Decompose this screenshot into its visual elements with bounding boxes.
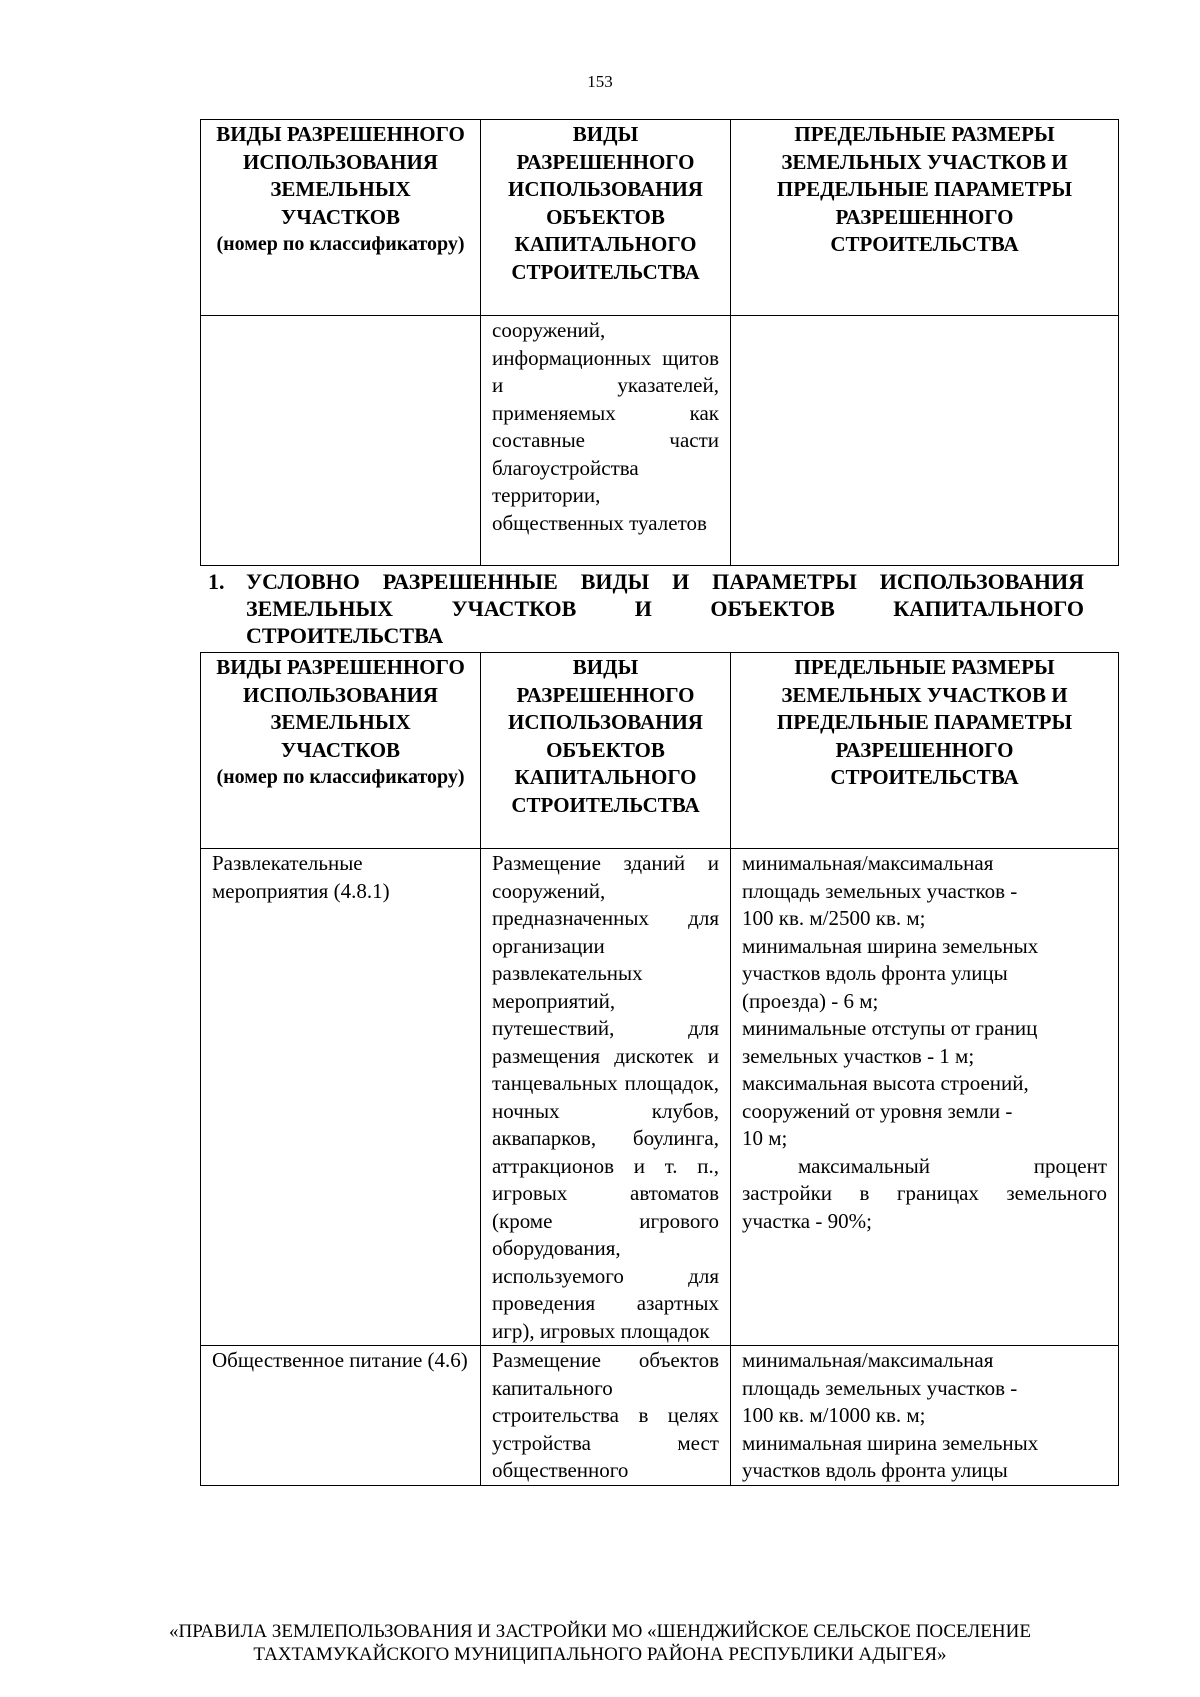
table-row — [201, 316, 1119, 566]
param-line: минимальная ширина земельных — [742, 933, 1039, 958]
header-capital-construction-kinds: ВИДЫ РАЗРЕШЕННОГО ИСПОЛЬЗОВАНИЯ ОБЪЕКТОВ КАПИТАЛЬНОГО СТРОИТЕЛЬСТВА — [481, 653, 731, 849]
cell-parameters — [731, 1346, 1119, 1486]
header-land-use-kinds: ВИДЫ РАЗРЕШЕННОГО ИСПОЛЬЗОВАНИЯ ЗЕМЕЛЬНЫХ УЧАСТКОВ (номер по классификатору) — [201, 120, 481, 316]
cell-land-use — [201, 316, 481, 566]
table-header-row — [201, 120, 1119, 316]
param-line: участка - 90%; — [742, 1208, 872, 1233]
section-title-line-2: ЗЕМЕЛЬНЫХ УЧАСТКОВ И ОБЪЕКТОВ КАПИТАЛЬНОГО — [246, 596, 1084, 621]
header-capital-construction-kinds: ВИДЫ РАЗРЕШЕННОГО ИСПОЛЬЗОВАНИЯ ОБЪЕКТОВ КАПИТАЛЬНОГО СТРОИТЕЛЬСТВА — [481, 120, 731, 316]
param-line: минимальные отступы от границ — [742, 1016, 1038, 1040]
table-row — [201, 1346, 1119, 1486]
section-title-line-3: СТРОИТЕЛЬСТВА — [246, 623, 444, 648]
header-limit-parameters: ПРЕДЕЛЬНЫЕ РАЗМЕРЫ ЗЕМЕЛЬНЫХ УЧАСТКОВ И ПРЕДЕЛЬНЫЕ ПАРАМЕТРЫ РАЗРЕШЕННОГО СТРОИТЕЛЬСТВА — [731, 653, 1119, 849]
cell-construction-description: Размещение объектов капитального строительства в целях устройства мест общественного — [481, 1346, 731, 1486]
param-line: 100 кв. м/1000 кв. м; — [742, 1403, 926, 1427]
section-title-line-1: УСЛОВНО РАЗРЕШЕННЫЕ ВИДЫ И ПАРАМЕТРЫ ИСПОЛЬЗОВАНИЯ — [246, 569, 1084, 594]
param-line: участков вдоль фронта улицы — [742, 1458, 1008, 1482]
cell-parameters — [731, 849, 1119, 1346]
cell-construction-description: Размещение зданий и сооружений, предназначенных для организации развлекательных мероприятий, путешествий, для размещения дискотек и танцевальных площадок, ночных клубов, аквапарков, боулинга, аттракционов и т. п., игровых автоматов (кроме игрового оборудования, используемого для проведения азартных игр), игровых площадок — [481, 849, 731, 1346]
param-line: площадь земельных участков - — [742, 878, 1018, 903]
param-line: максимальная высота строений, — [742, 1071, 1029, 1095]
footer-line-2: ТАХТАМУКАЙСКОГО МУНИЦИПАЛЬНОГО РАЙОНА РЕСПУБЛИКИ АДЫГЕЯ» — [253, 1644, 947, 1665]
param-line: площадь земельных участков - — [742, 1375, 1018, 1400]
cell-land-use: Общественное питание (4.6) — [201, 1346, 481, 1486]
conditionally-permitted-use-table — [200, 652, 1119, 1486]
param-line: земельных участков - 1 м; — [742, 1043, 975, 1068]
cell-land-use: Развлекательные мероприятия (4.8.1) — [201, 849, 481, 1346]
cell-parameters — [731, 316, 1119, 566]
param-line: минимальная/максимальная — [742, 1348, 994, 1372]
page-number: 153 — [587, 72, 613, 91]
section-number: 1. — [208, 569, 225, 594]
section-heading — [208, 568, 1084, 649]
table-header-row — [201, 653, 1119, 849]
param-line: максимальный процент — [798, 1153, 1107, 1178]
param-line: минимальная ширина земельных — [742, 1430, 1039, 1455]
header-classifier-note: (номер по классификатору) — [216, 766, 465, 788]
param-line: 10 м; — [742, 1126, 788, 1150]
header-limit-parameters: ПРЕДЕЛЬНЫЕ РАЗМЕРЫ ЗЕМЕЛЬНЫХ УЧАСТКОВ И ПРЕДЕЛЬНЫЕ ПАРАМЕТРЫ РАЗРЕШЕННОГО СТРОИТЕЛЬСТВА — [731, 120, 1119, 316]
param-line: сооружений от уровня земли - — [742, 1098, 1013, 1123]
param-line: (проезда) - 6 м; — [742, 988, 879, 1013]
permitted-use-table-continued — [200, 119, 1119, 566]
param-line: участков вдоль фронта улицы — [742, 961, 1008, 985]
param-line: 100 кв. м/2500 кв. м; — [742, 906, 926, 930]
footer-line-1: «ПРАВИЛА ЗЕМЛЕПОЛЬЗОВАНИЯ И ЗАСТРОЙКИ МО «ШЕНДЖИЙСКОЕ СЕЛЬСКОЕ ПОСЕЛЕНИЕ — [169, 1621, 1031, 1642]
header-classifier-note: (номер по классификатору) — [216, 233, 465, 255]
table-row — [201, 849, 1119, 1346]
document-footer — [0, 1620, 1200, 1666]
param-line: минимальная/максимальная — [742, 851, 994, 875]
cell-construction-description: сооружений, информационных щитов и указателей, применяемых как составные части благоустройства территории, общественных туалетов — [481, 316, 731, 566]
header-land-use-kinds: ВИДЫ РАЗРЕШЕННОГО ИСПОЛЬЗОВАНИЯ ЗЕМЕЛЬНЫХ УЧАСТКОВ (номер по классификатору) — [201, 653, 481, 849]
param-line: застройки в границах земельного — [742, 1181, 1107, 1205]
